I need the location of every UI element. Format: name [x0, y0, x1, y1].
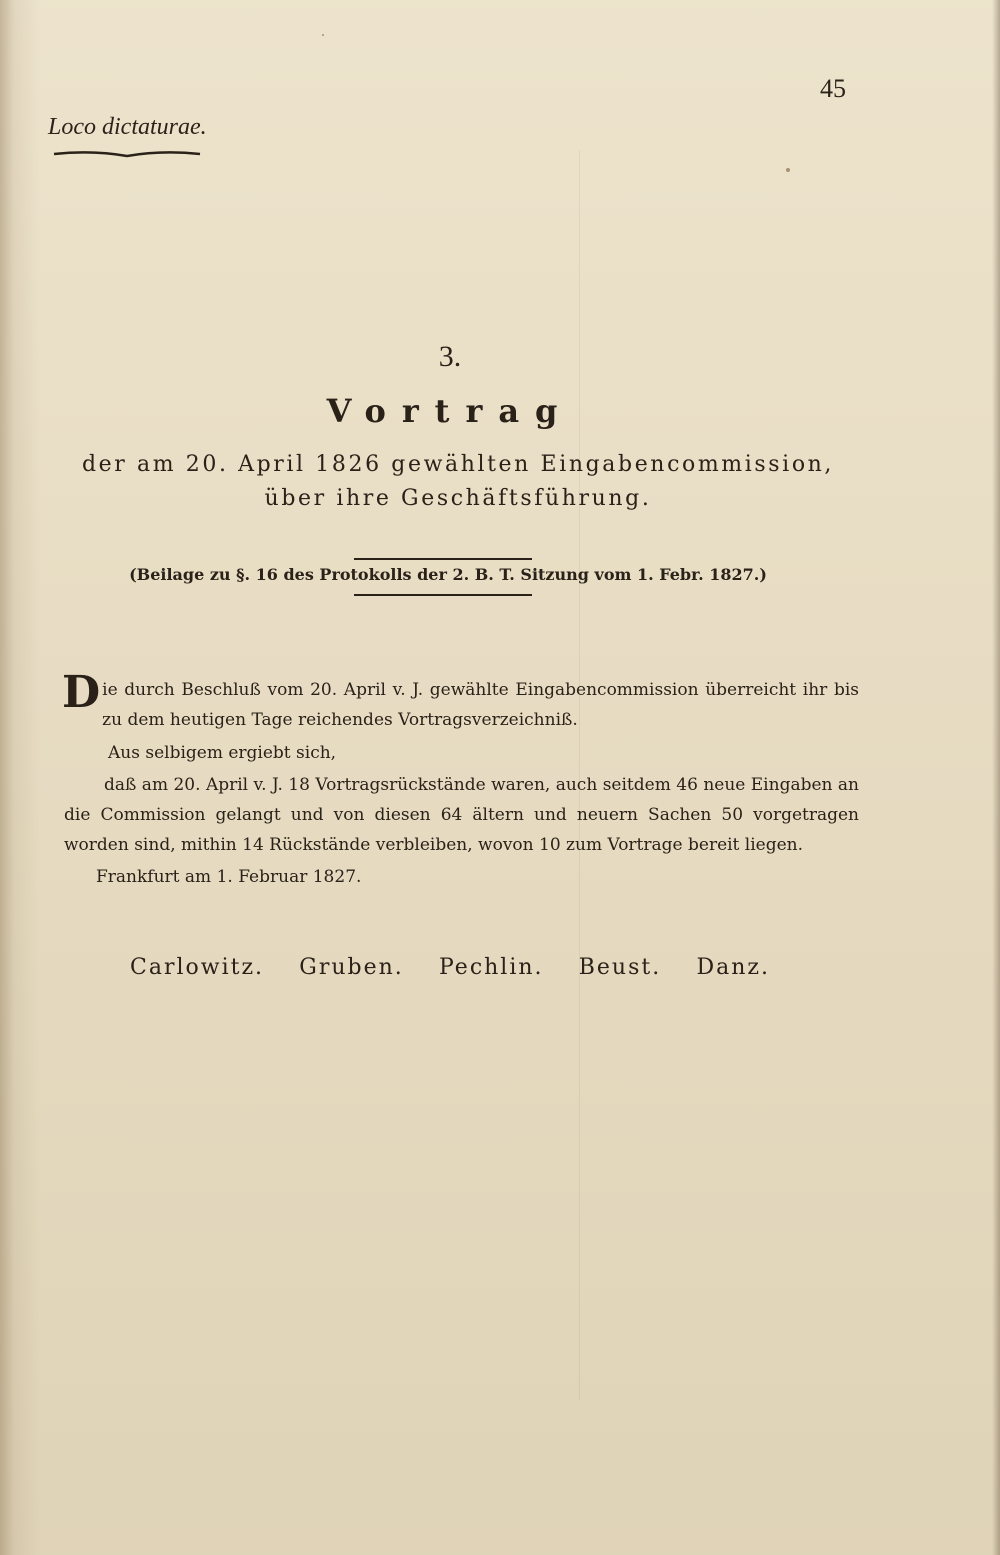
signature: Danz. [696, 955, 770, 980]
section-number: 3. [438, 340, 462, 373]
drop-cap: D [62, 667, 101, 718]
paper-speck [322, 34, 324, 36]
signature: Carlowitz. [130, 955, 265, 980]
document-subtitle: der am 20. April 1826 gewählten Eingabencommission, über ihre Geschäftsführung. [81, 452, 835, 511]
body-paragraph-3: daß am 20. April v. J. 18 Vortragsrückstände waren, auch seitdem 46 neue Eingaben an die Commission gelangt und von diesen 64 ältern und neuern Sachen 50 vorgetragen worden sind, mithin 14 Rückstände verbleiben, wovon 10 zum Vortrage bereit liegen. [64, 775, 859, 855]
page-edge-shadow [992, 0, 1000, 1555]
body-paragraph-1 [62, 667, 859, 735]
signature: Pechlin. [438, 955, 544, 980]
signature: Beust. [578, 955, 662, 980]
body-paragraph-1-text: ie durch Beschluß vom 20. April v. J. gewählte Eingabencommission überreicht ihr bis zu dem heutigen Tage reichendes Vortragsverzeichniß. [102, 680, 859, 730]
rule-bottom [354, 594, 532, 596]
rule-top [354, 558, 532, 560]
margin-note: Loco dictaturae. [48, 114, 207, 140]
body-paragraph-2: Aus selbigem ergiebt sich, [108, 743, 337, 763]
signature: Gruben. [299, 955, 404, 980]
beilage-note: (Beilage zu §. 16 des Protokolls der 2. B. T. Sitzung vom 1. Febr. 1827.) [129, 565, 767, 584]
page-number: 45 [820, 74, 846, 103]
date-line: Frankfurt am 1. Februar 1827. [96, 867, 362, 887]
document-heading: Vortrag [326, 392, 574, 430]
swash-ornament-icon [52, 148, 202, 160]
signature-row [130, 955, 770, 980]
paper-speck [786, 168, 790, 172]
